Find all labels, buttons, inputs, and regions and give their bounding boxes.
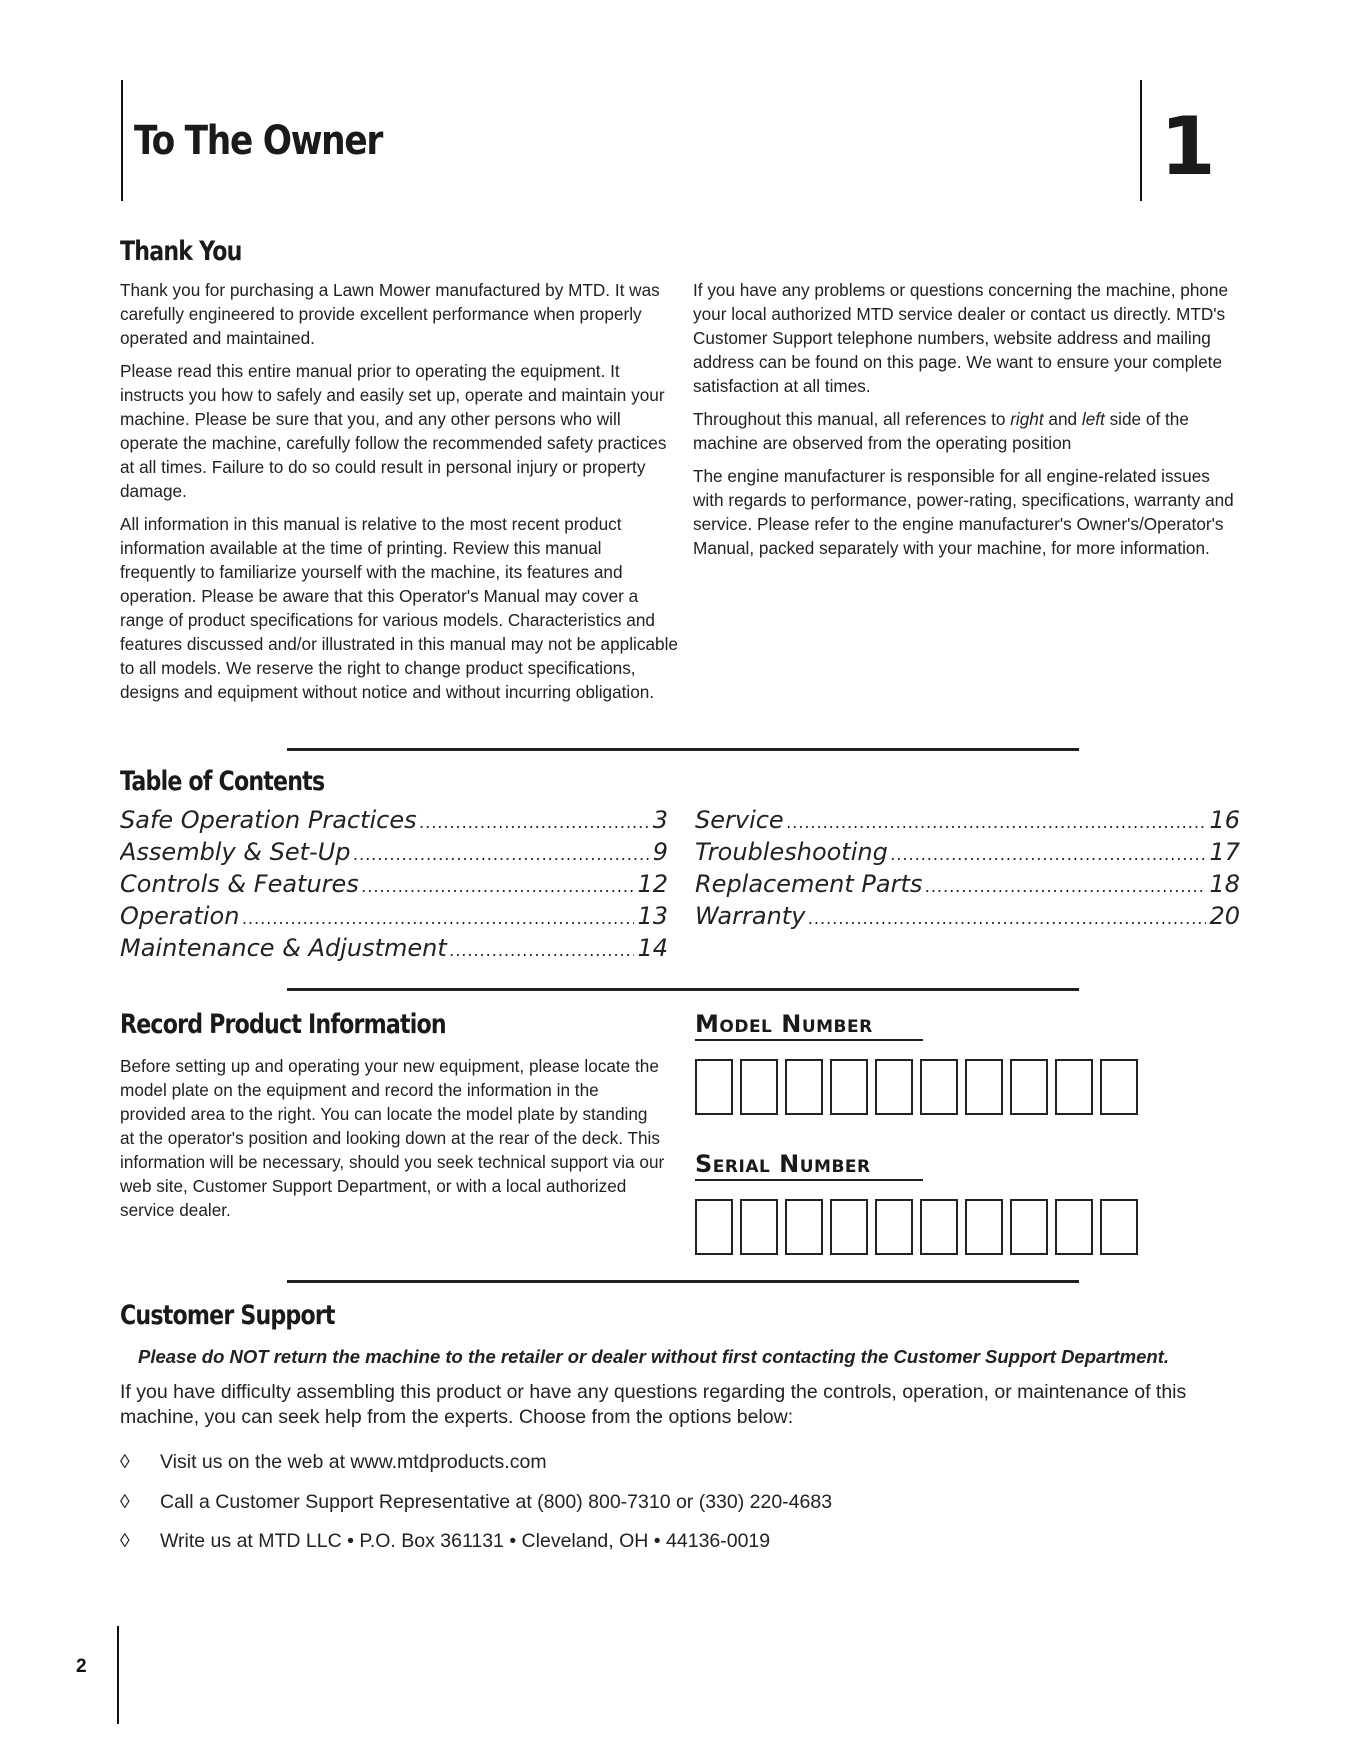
model-number-label: Model Number [695, 1010, 923, 1041]
support-option [120, 1451, 547, 1474]
model-number-digit-box[interactable] [965, 1059, 1003, 1115]
toc-heading: Table of Contents [120, 766, 325, 797]
record-body: Before setting up and operating your new equipment, please locate the model plate on the equipment and record the information in the provided area to the right. You can locate the model plate by standing at the operator's position and looking down at the rear of the deck. This information will be necessary, should you seek technical support via our web site, Customer Support Department, or with a local authorized service dealer. [120, 1056, 665, 1220]
thank-you-heading: Thank You [120, 236, 242, 267]
thank-you-paragraph-2: Please read this entire manual prior to operating the equipment. It instructs you how to safely and easily set up, operate and maintain your machine. Please be sure that you, and any other persons who will operate the machine, carefully follow the recommended safety practices at all times. Failure to do so could result in personal injury or property damage. [120, 361, 667, 501]
toc-leader [354, 845, 650, 864]
toc-entry[interactable] [120, 870, 668, 902]
model-number-digit-box[interactable] [875, 1059, 913, 1115]
serial-number-digit-box[interactable] [695, 1199, 733, 1255]
divider-3 [287, 1280, 1079, 1283]
toc-entry[interactable] [695, 806, 1240, 838]
toc-leader [242, 909, 634, 928]
serial-number-digit-box[interactable] [965, 1199, 1003, 1255]
toc-left-column [120, 806, 668, 966]
support-option-phone[interactable]: Call a Customer Support Representative at (800) 800-7310 or (330) 220-4683 [160, 1491, 833, 1513]
toc-entry[interactable] [120, 806, 668, 838]
record-heading: Record Product Information [120, 1009, 446, 1040]
toc-entry-page: 12 [637, 870, 668, 898]
diamond-icon: ◊ [120, 1451, 130, 1473]
engine-paragraph: The engine manufacturer is responsible for all engine-related issues with regards to performance, power-rating, specifications, warranty and service. Please refer to the engine manufacturer's Owner's/Operator's Manual, packed separately with your machine, for more information. [693, 466, 1234, 558]
serial-number-label: Serial Number [695, 1150, 923, 1181]
serial-number-digit-box[interactable] [740, 1199, 778, 1255]
thank-you-paragraph-3: All information in this manual is relative to the most recent product information available at the time of printing. Review this manual frequently to familiarize yourself with the machine, its features and operation. Please be aware that this Operator's Manual may cover a range of product specifications for various models. Characteristics and features discussed and/or illustrated in this manual may not be applicable to all models. We reserve the right to change product specifications, designs and equipment without notice and without incurring obligation. [120, 514, 678, 702]
toc-leader [787, 813, 1207, 832]
thank-you-left-column [120, 278, 680, 713]
model-number-digit-box[interactable] [785, 1059, 823, 1115]
orientation-text-1: Throughout this manual, all references to [693, 409, 1011, 429]
page-number: 2 [76, 1656, 87, 1677]
toc-entry-title: Maintenance & Adjustment [120, 934, 447, 962]
thank-you-paragraph-1: Thank you for purchasing a Lawn Mower manufactured by MTD. It was carefully engineered to provide excellent performance when properly operated and maintained. [120, 280, 660, 348]
toc-right-column [695, 806, 1240, 934]
diamond-icon: ◊ [120, 1491, 130, 1513]
toc-entry[interactable] [120, 838, 668, 870]
customer-support-notice: Please do NOT return the machine to the retailer or dealer without first contacting the Customer Support Department. [138, 1346, 1170, 1367]
header-right-rule [1140, 80, 1142, 201]
contact-paragraph: If you have any problems or questions concerning the machine, phone your local authorized MTD service dealer or contact us directly. MTD's Customer Support telephone numbers, website address and mailing address can be found on this page. We want to ensure your complete satisfaction at all times. [693, 280, 1229, 396]
toc-entry[interactable] [695, 838, 1240, 870]
orientation-text-2: and [1043, 409, 1082, 429]
toc-entry[interactable] [120, 934, 668, 966]
toc-entry-page: 18 [1209, 870, 1240, 898]
model-number-digit-box[interactable] [695, 1059, 733, 1115]
orientation-text-3: side of the machine are observed from the operating position [693, 409, 1189, 453]
chapter-number: 1 [1160, 100, 1216, 193]
toc-entry-page: 3 [652, 806, 668, 834]
toc-entry-title: Safe Operation Practices [120, 806, 417, 834]
model-number-digit-box[interactable] [1100, 1059, 1138, 1115]
serial-number-digit-box[interactable] [785, 1199, 823, 1255]
model-number-digit-box[interactable] [740, 1059, 778, 1115]
toc-leader [891, 845, 1207, 864]
model-number-boxes[interactable] [695, 1059, 1145, 1115]
orientation-left-word: left [1081, 409, 1105, 429]
toc-entry-page: 13 [637, 902, 668, 930]
toc-entry-title: Warranty [695, 902, 806, 930]
toc-entry-title: Replacement Parts [695, 870, 923, 898]
orientation-paragraph [693, 407, 1245, 455]
support-option-mail: Write us at MTD LLC • P.O. Box 361131 • Cleveland, OH • 44136-0019 [160, 1530, 771, 1552]
serial-number-digit-box[interactable] [920, 1199, 958, 1255]
toc-entry-page: 14 [637, 934, 668, 962]
model-number-digit-box[interactable] [920, 1059, 958, 1115]
serial-number-digit-box[interactable] [830, 1199, 868, 1255]
model-number-digit-box[interactable] [830, 1059, 868, 1115]
toc-entry-title: Troubleshooting [695, 838, 888, 866]
toc-entry-title: Service [695, 806, 784, 834]
support-option [120, 1491, 832, 1514]
model-number-digit-box[interactable] [1010, 1059, 1048, 1115]
model-number-digit-box[interactable] [1055, 1059, 1093, 1115]
toc-leader [362, 877, 635, 896]
serial-number-digit-box[interactable] [1010, 1199, 1048, 1255]
serial-number-boxes[interactable] [695, 1199, 1145, 1255]
toc-leader [925, 877, 1206, 896]
toc-entry[interactable] [120, 902, 668, 934]
thank-you-right-column [693, 278, 1245, 569]
toc-entry-page: 9 [652, 838, 668, 866]
diamond-icon: ◊ [120, 1530, 130, 1552]
toc-entry-title: Operation [120, 902, 240, 930]
toc-leader [808, 909, 1206, 928]
serial-number-digit-box[interactable] [1055, 1199, 1093, 1255]
orientation-right-word: right [1010, 409, 1044, 429]
footer-rule [117, 1626, 119, 1724]
divider-1 [287, 748, 1079, 751]
toc-entry[interactable] [695, 902, 1240, 934]
customer-support-heading: Customer Support [120, 1300, 335, 1331]
toc-entry[interactable] [695, 870, 1240, 902]
toc-entry-page: 16 [1209, 806, 1240, 834]
support-option-web[interactable]: Visit us on the web at www.mtdproducts.com [160, 1451, 547, 1473]
customer-support-body: If you have difficulty assembling this product or have any questions regarding the controls, operation, or maintenance of this machine, you can seek help from the experts. Choose from the options below: [120, 1381, 1187, 1428]
page-title: To The Owner [134, 118, 383, 164]
divider-2 [287, 988, 1079, 991]
support-option [120, 1530, 770, 1553]
toc-entry-page: 20 [1209, 902, 1240, 930]
header-left-rule [121, 80, 123, 201]
toc-entry-title: Controls & Features [120, 870, 359, 898]
toc-leader [450, 941, 635, 960]
toc-entry-title: Assembly & Set-Up [120, 838, 351, 866]
toc-leader [420, 813, 650, 832]
serial-number-digit-box[interactable] [1100, 1199, 1138, 1255]
toc-entry-page: 17 [1209, 838, 1240, 866]
serial-number-digit-box[interactable] [875, 1199, 913, 1255]
